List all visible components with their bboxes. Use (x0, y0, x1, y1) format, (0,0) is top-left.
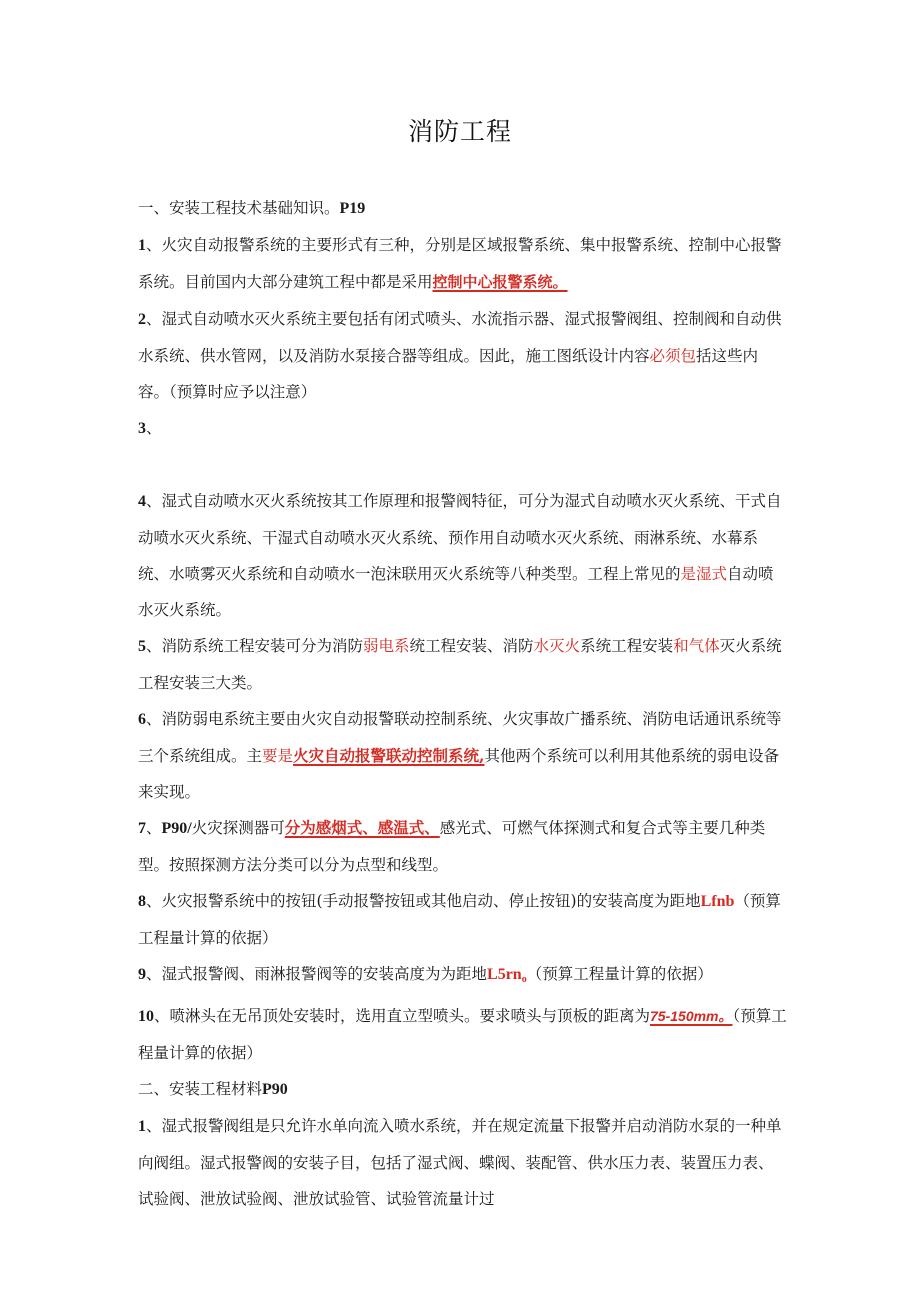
item-number: 7 (138, 820, 146, 837)
section-heading-page: P19 (339, 200, 366, 217)
item-text: 灭火系统工程安装三大类。 (138, 637, 782, 692)
item-number: 3 (138, 420, 146, 437)
highlight-text: 和气体 (673, 637, 720, 655)
item-text: 、消防系统工程安装可分为消防 (146, 637, 364, 655)
paragraph-item-9 (138, 956, 788, 998)
item-text: 统工程安装、消防 (409, 637, 534, 655)
paragraph-section2-item-1 (138, 1108, 788, 1217)
document-body (138, 190, 788, 1217)
highlight-text: 水灭火 (533, 637, 581, 655)
item-number: 10 (138, 1008, 154, 1025)
section-heading-text: 二、安装工程材料 (138, 1080, 263, 1098)
item-number: 8 (138, 893, 146, 910)
item-text: 、湿式报警阀、雨淋报警阀等的安装高度为为距地 (146, 965, 488, 983)
paragraph-item-7 (138, 810, 788, 883)
item-text: 、湿式自动喷水灭火系统按其工作原理和报警阀特征，可分为湿式自动喷水灭火系统、干式自动喷水灭火系统、干湿式自动喷水灭火系统、预作用自动喷水灭火系统、雨淋系统、水幕系统、水喷雾灭火系统和自动喷水一泡沫联用灭火系统等八种类型。工程上常见的 (138, 492, 782, 583)
item-text: 、湿式报警阀组是只允许水单向流入喷水系统，并在规定流量下报警并启动消防水泵的一种单向阀组。湿式报警阀的安装子目，包括了湿式阀、蝶阀、装配管、供水压力表、装置压力表、试验阀、泄放试验阀、泄放试验管、试验管流量计过 (138, 1117, 782, 1208)
paragraph-item-6 (138, 701, 788, 810)
item-number: 5 (138, 638, 146, 655)
item-text: 、火灾报警系统中的按钮(手动报警按钮或其他启动、停止按钮)的安装高度为距地 (146, 892, 701, 910)
highlight-value: L5rn (487, 966, 522, 983)
item-text: 、喷淋头在无吊顶处安装时，选用直立型喷头。要求喷头与顶板的距离为 (154, 1007, 651, 1025)
item-tail: 自动喷水灭火系统。 (138, 565, 774, 619)
highlight-text: 弱电系 (363, 637, 410, 655)
item-text: 、 (146, 419, 162, 437)
page-reference: P90/ (161, 820, 192, 837)
section-heading-page: P90 (262, 1081, 288, 1098)
item-number: 9 (138, 966, 146, 983)
paragraph-item-8 (138, 883, 788, 956)
item-tail: （预算工程量计算的依据） (138, 892, 781, 947)
paragraph-item-10 (138, 998, 788, 1071)
item-tail: （预算工程量计算的依据） (138, 1007, 787, 1062)
section-heading-1 (138, 190, 788, 227)
item-text: 、湿式自动喷水灭火系统主要包括有闭式喷头、水流指示器、湿式报警阀组、控制阀和自动供水系统、供水管网，以及消防水泵接合器等组成。因此，施工图纸设计内容 (138, 310, 782, 365)
item-number: 1 (138, 237, 146, 254)
highlight-value: Lfnb (700, 893, 735, 910)
highlight-text: 必须包 (649, 347, 697, 365)
item-number: 4 (138, 493, 146, 510)
item-tail: 括这些内容。（预算时应予以注意） (138, 347, 759, 401)
item-number: 2 (138, 311, 146, 328)
highlight-value: 75-150mm。 (650, 1008, 733, 1024)
paragraph-item-3 (138, 410, 788, 447)
paragraph-item-4 (138, 483, 788, 628)
highlight-text: 是湿式 (680, 565, 728, 583)
item-number: 6 (138, 711, 146, 728)
item-number: 1 (138, 1118, 146, 1135)
item-text: 其他两个系统可以利用其他系统的弱电设备来实现。 (138, 747, 779, 801)
section-heading-text: 一、安装工程技术基础知识。 (138, 199, 340, 217)
highlight-text: 分为感烟式、感温式、 (284, 818, 440, 837)
page-title: 消防工程 (407, 117, 512, 146)
item-text: 火灾探测器可 (191, 819, 285, 837)
item-text: 系统工程安装 (580, 637, 674, 655)
paragraph-item-2 (138, 301, 788, 410)
highlight-text: 火灾自动报警联动控制系统, (293, 746, 485, 765)
highlight-text: 控制中心报警系统。 (432, 274, 568, 291)
item-text: 、火灾自动报警系统的主要形式有三种，分别是区域报警系统、集中报警系统、控制中心报警系统。目前国内大部分建筑工程中都是采用 (138, 236, 782, 291)
section-heading-2 (138, 1071, 788, 1108)
blank-line (138, 447, 788, 483)
highlight-subscript: o (521, 974, 527, 985)
paragraph-item-5 (138, 628, 788, 701)
highlight-text: 要是 (262, 747, 294, 765)
item-text: 、 (146, 819, 162, 837)
paragraph-item-1 (138, 227, 788, 301)
item-text: 感光式、可燃气体探测式和复合式等主要几种类型。按照探测方法分类可以分为点型和线型。 (138, 819, 766, 874)
item-text: 、消防弱电系统主要由火灾自动报警联动控制系统、火灾事故广播系统、消防电话通讯系统等三个系统组成。主 (138, 710, 782, 765)
item-tail: （预算工程量计算的依据） (526, 965, 713, 983)
